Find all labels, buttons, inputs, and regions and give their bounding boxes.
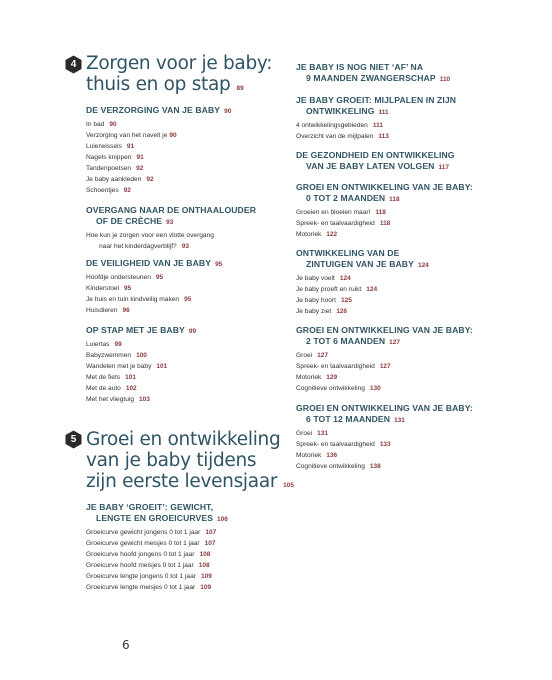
toc-item: Groeicurve hoofd jongens 0 tot 1 jaar 108 [86, 551, 211, 558]
chapter-badge-4 [64, 55, 83, 74]
page-ref: 99 [188, 328, 197, 335]
toc-item: Motoriek 122 [296, 231, 338, 238]
section-title: ONTWIKKELING VAN DE ZINTUIGEN VAN JE BABY 124 [296, 248, 429, 269]
toc-section [86, 105, 286, 196]
toc-section [296, 62, 506, 85]
toc-item: Met de auto 102 [86, 385, 137, 392]
toc-item: Motoriek 129 [296, 374, 338, 381]
section-title: JE BABY ‘GROEIT’: GEWICHT, LENGTE EN GROEICURVES 106 [86, 502, 228, 523]
toc-item: Spreek- en taalvaardigheid 118 [296, 220, 391, 227]
toc-section [86, 502, 286, 593]
section-title: JE BABY GROEIT: MIJLPALEN IN ZIJN ONTWIKKELING 111 [296, 95, 457, 116]
toc-item: Nagels knippen 91 [86, 154, 144, 161]
toc-item: Groeicurve lengte meisjes 0 tot 1 jaar 109 [86, 584, 212, 591]
toc-section [296, 150, 506, 173]
toc-item: Verzorging van het navelt je 90 [86, 132, 177, 139]
page-ref: 93 [166, 219, 174, 226]
chapter-title-line: zijn eerste levensjaar [86, 471, 278, 492]
page-ref: 110 [439, 76, 451, 83]
toc-item: Je baby ziet 126 [296, 308, 348, 315]
page-ref: 106 [217, 516, 228, 523]
chapter-title [86, 429, 295, 496]
toc-item: Met het vliegtuig 103 [86, 396, 150, 403]
chapter-number: 5 [70, 434, 77, 445]
toc-item: Luierwissels 91 [86, 143, 135, 150]
page-ref: 90 [224, 108, 232, 115]
toc-item: Groei 127 [296, 352, 328, 359]
page-ref: 89 [236, 85, 244, 92]
toc-item: Spreek- en taalvaardigheid 133 [296, 441, 391, 448]
section-title: OP STAP MET JE BABY 99 [86, 325, 197, 335]
toc-item: Groei 131 [296, 430, 328, 437]
toc-item: Groeicurve hoofd meisjes 0 tot 1 jaar 108 [86, 562, 210, 569]
toc-item-continued: naar het kinderdagverblijf? 93 [99, 243, 189, 250]
chapter-title-line: van je baby tijdens [86, 450, 257, 471]
section-title: OVERGANG NAAR DE ONTHAALOUDER OF DE CRÈCHE 93 [86, 205, 257, 226]
toc-section [296, 95, 506, 142]
toc-item: Babyzwemmen 100 [86, 352, 147, 359]
section-title: GROEI EN ONTWIKKELING VAN JE BABY: 2 TOT 6 MAANDEN 127 [296, 325, 473, 346]
page-ref: 111 [378, 109, 389, 116]
toc-item: Je baby voelt 124 [296, 275, 351, 282]
section-title: GROEI EN ONTWIKKELING VAN JE BABY: 6 TOT 12 MAANDEN 131 [296, 403, 473, 424]
toc-item: Schoentjes 92 [86, 187, 131, 194]
chapter-number: 4 [70, 59, 77, 70]
toc-section [296, 325, 511, 394]
toc-item: Huisdieren 96 [86, 307, 130, 314]
chapter-title-line: thuis en op stap [86, 74, 231, 95]
toc-item: Met de fiets 101 [86, 374, 136, 381]
chapter-title [86, 53, 286, 99]
page-ref: 105 [283, 482, 295, 489]
chapter-title-line: Groei en ontwikkeling [86, 429, 281, 450]
toc-item: Groeien en bloeien maar! 118 [296, 209, 386, 216]
page-ref: 95 [215, 261, 223, 268]
chapter-title-line: Zorgen voor je baby: [86, 53, 273, 74]
toc-section [296, 403, 511, 472]
toc-item: Motoriek 136 [296, 452, 338, 459]
toc-section [86, 258, 286, 316]
toc-item: Je baby proeft en ruikt 124 [296, 286, 378, 293]
page-ref: 124 [417, 262, 429, 269]
toc-section [296, 182, 511, 240]
page-ref: 131 [394, 417, 405, 424]
toc-item: Tandenpoetsen 92 [86, 165, 144, 172]
toc-section [86, 325, 286, 405]
page-ref: 127 [389, 339, 401, 346]
toc-item: Luiertas 99 [86, 341, 122, 348]
section-title: DE VERZORGING VAN JE BABY 90 [86, 105, 232, 115]
toc-item: Groeicurve lengte jongens 0 tot 1 jaar 109 [86, 573, 212, 580]
page-ref: 117 [438, 164, 449, 171]
toc-item: Je baby aankleden 92 [86, 176, 154, 183]
toc-item: Je huis en tuin kindveilig maken 95 [86, 296, 192, 303]
toc-item: Kinderstoel 95 [86, 285, 132, 292]
section-title: GROEI EN ONTWIKKELING VAN JE BABY: 0 TOT 2 MAANDEN 118 [296, 182, 473, 203]
toc-item: Je baby hoort 125 [296, 297, 352, 304]
toc-section [296, 248, 506, 317]
toc-item: Groeicurve gewicht jongens 0 tot 1 jaar 107 [86, 529, 217, 536]
toc-item: Wandelen met je baby 101 [86, 363, 168, 370]
section-title: DE GEZONDHEID EN ONTWIKKELING VAN JE BABY LATEN VOLGEN 117 [296, 150, 455, 171]
toc-item: Hoofdje ondersteunen 95 [86, 274, 164, 281]
toc-item: Hoe kun je zorgen voor een vlotte overgang [86, 232, 214, 239]
toc-section [86, 205, 291, 252]
toc-item: In bad 90 [86, 121, 117, 128]
toc-item: Cognitieve ontwikkeling 138 [296, 463, 381, 470]
section-title: JE BABY IS NOG NIET ‘AF’ NA 9 MAANDEN ZWANGERSCHAP 110 [296, 62, 451, 83]
toc-item: Spreek- en taalvaardigheid 127 [296, 363, 391, 370]
page-number: 6 [122, 638, 130, 652]
toc-item: Cognitieve ontwikkeling 130 [296, 385, 381, 392]
toc-item: Groeicurve gewicht meisjes 0 tot 1 jaar 107 [86, 540, 216, 547]
section-title: DE VEILIGHEID VAN JE BABY 95 [86, 258, 223, 268]
page-ref: 118 [389, 196, 400, 203]
toc-item: Overzicht van de mijlpalen 113 [296, 133, 389, 140]
chapter-badge-5 [64, 430, 83, 449]
toc-item: 4 ontwikkelingsgebieden 111 [296, 122, 383, 129]
